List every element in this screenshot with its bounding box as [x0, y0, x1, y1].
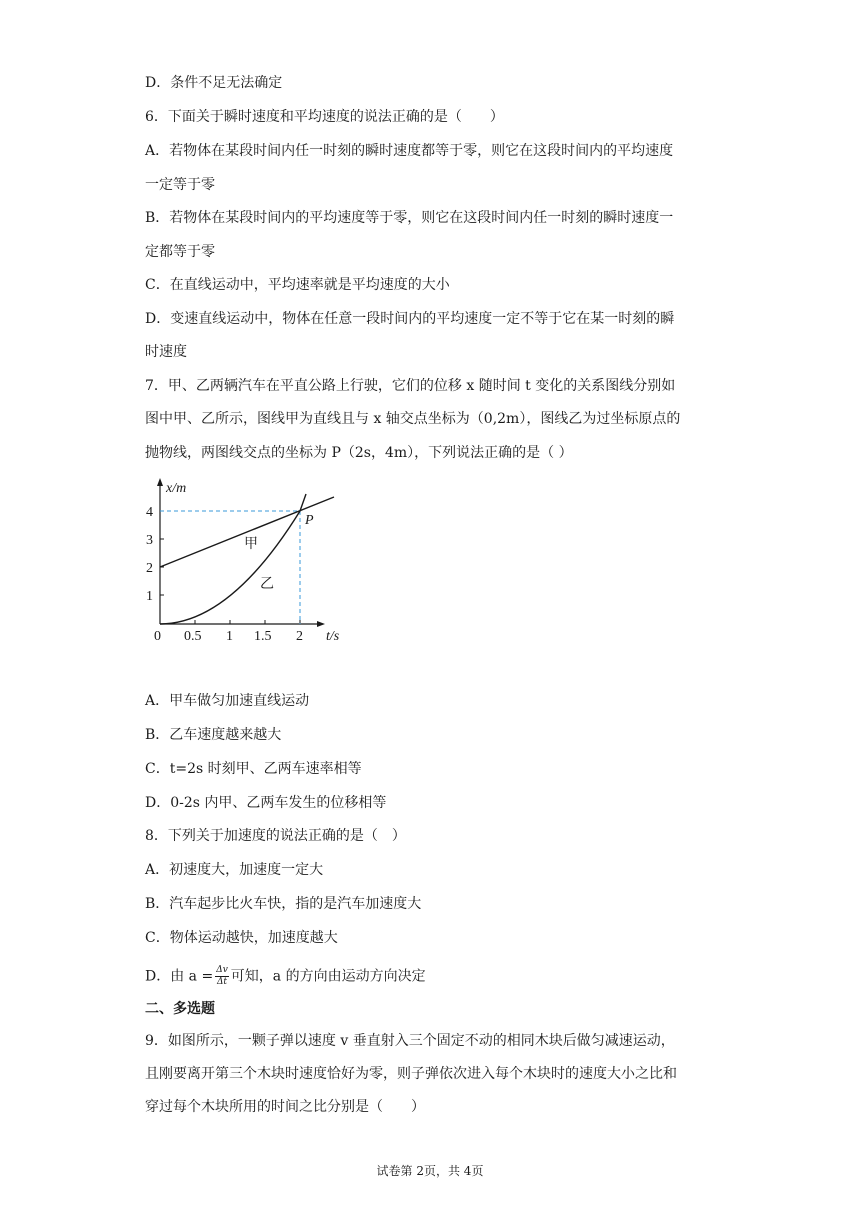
y-axis-label: x/m [166, 481, 187, 496]
fraction-numerator: Δv [216, 965, 228, 975]
q7-stem-line1: 7．甲、乙两辆汽车在平直公路上行驶，它们的位移 x 随时间 t 变化的关系图线分别如 [145, 378, 676, 394]
x-axis-label: t/s [326, 629, 340, 644]
q6-option-d-line1: D．变速直线运动中，物体在任意一段时间内的平均速度一定不等于它在某一时刻的瞬 [145, 311, 675, 327]
x-tick-label-05: 0.5 [184, 629, 202, 644]
xt-graph [140, 474, 360, 648]
y-tick-label-1: 1 [146, 589, 153, 604]
q6-option-b-line1: B．若物体在某段时间内的平均速度等于零，则它在这段时间内任一时刻的瞬时速度一 [145, 210, 674, 226]
x-tick-label-15: 1.5 [254, 629, 272, 644]
point-p-label: P [305, 513, 314, 528]
q6-option-b-line2: 定都等于零 [145, 244, 215, 260]
q7-option-b: B．乙车速度越来越大 [145, 727, 282, 743]
q7-stem-line2: 图中甲、乙所示，图线甲为直线且与 x 轴交点坐标为（0,2m），图线乙为过坐标原点的 [145, 411, 681, 427]
q6-option-a-line1: A．若物体在某段时间内任一时刻的瞬时速度都等于零，则它在这段时间内的平均速度 [145, 143, 674, 159]
q8-option-a: A．初速度大，加速度一定大 [145, 862, 324, 878]
x-tick-label-0: 0 [154, 629, 161, 644]
x-axis-arrow [317, 621, 325, 627]
y-axis-arrow [157, 478, 163, 486]
q5-option-d: D．条件不足无法确定 [145, 75, 283, 91]
q8-option-b: B．汽车起步比火车快，指的是汽车加速度大 [145, 896, 422, 912]
delta-v-over-delta-t-fraction [215, 965, 229, 988]
q7-stem-line3: 抛物线，两图线交点的坐标为 P（2s，4m），下列说法正确的是（ ） [145, 445, 573, 461]
q8-option-d [145, 965, 426, 988]
q6-option-a-line2: 一定等于零 [145, 177, 215, 193]
q9-stem-line1: 9．如图所示，一颗子弹以速度 v 垂直射入三个固定不动的相同木块后做匀减速运动， [145, 1033, 675, 1049]
y-tick-label-2: 2 [146, 561, 153, 576]
x-tick-label-2: 2 [296, 629, 303, 644]
curve-yi-label: 乙 [260, 576, 274, 592]
q7-option-c: C．t=2s 时刻甲、乙两车速率相等 [145, 761, 362, 777]
q6-stem: 6．下面关于瞬时速度和平均速度的说法正确的是（ ） [145, 109, 504, 125]
q9-stem-line2: 且刚要离开第三个木块时速度恰好为零，则子弹依次进入每个木块时的速度大小之比和 [145, 1066, 677, 1082]
q9-stem-line3: 穿过每个木块所用的时间之比分别是（ ） [145, 1099, 425, 1115]
y-tick-label-4: 4 [146, 505, 153, 520]
curve-yi [160, 494, 306, 624]
q6-option-c: C．在直线运动中，平均速率就是平均速度的大小 [145, 277, 450, 293]
q8-option-d-prefix: D．由 a = [145, 968, 214, 985]
q8-option-d-suffix: 可知，a 的方向由运动方向决定 [230, 968, 426, 985]
q6-option-d-line2: 时速度 [145, 344, 187, 360]
line-jia-label: 甲 [244, 536, 258, 552]
line-jia [160, 497, 334, 567]
x-tick-label-1: 1 [226, 629, 233, 644]
section-title-multiple-choice: 二、多选题 [145, 1001, 215, 1017]
q8-option-c: C．物体运动越快，加速度越大 [145, 930, 338, 946]
y-tick-label-3: 3 [146, 533, 153, 548]
fraction-denominator: Δt [216, 977, 228, 987]
page-footer: 试卷第 2页，共 4页 [376, 1164, 484, 1178]
q8-stem: 8．下列关于加速度的说法正确的是（ ） [145, 828, 406, 844]
q7-option-d: D．0-2s 内甲、乙两车发生的位移相等 [145, 795, 387, 811]
q7-option-a: A．甲车做匀加速直线运动 [145, 693, 310, 709]
